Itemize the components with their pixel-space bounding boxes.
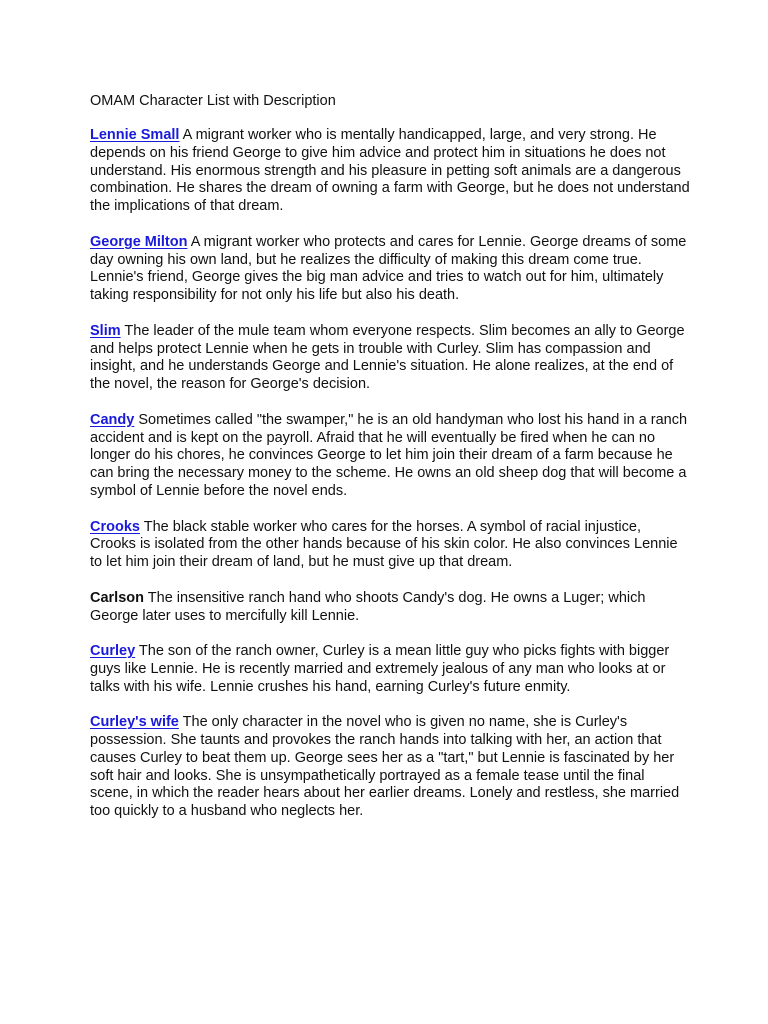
- character-entry-george-milton: [90, 234, 690, 305]
- character-link-slim[interactable]: Slim: [90, 322, 121, 339]
- character-description-carlson: The insensitive ranch hand who shoots Candy's dog. He owns a Luger; which George later uses to mercifully kill Lennie.: [90, 589, 646, 624]
- character-link-curley[interactable]: Curley: [90, 643, 136, 660]
- character-link-candy[interactable]: Candy: [90, 411, 135, 428]
- character-name-carlson: Carlson: [90, 589, 144, 606]
- character-description-curley: The son of the ranch owner, Curley is a mean little guy who picks fights with bigger guys like Lennie. He is recently married and extremely jealous of any man who looks at or talks with his wife. Lennie crushes his hand, earning Curley's future enmity.: [90, 643, 670, 695]
- document-page: [90, 92, 690, 839]
- character-description-curleys-wife: The only character in the novel who is given no name, she is Curley's possession. She taunts and provokes the ranch hands into talking with her, an action that causes Curley to beat them up. George sees her as a "tart," but Lennie is fascinated by her soft hair and looks. She is unsympathetically portrayed as a female tease until the final scene, in which the reader hears about her earlier dreams. Lonely and restless, she married too quickly to a husband who neglects her.: [90, 714, 680, 820]
- character-entry-carlson: [90, 590, 690, 626]
- character-entry-curleys-wife: [90, 714, 690, 821]
- character-entry-curley: [90, 643, 690, 696]
- character-description-crooks: The black stable worker who cares for the horses. A symbol of racial injustice, Crooks is isolated from the other hands because of his skin color. He also convinces Lennie to let him join their dream of land, but he must give up that dream.: [90, 518, 678, 571]
- character-entry-candy: [90, 412, 690, 501]
- character-description-george-milton: A migrant worker who protects and cares for Lennie. George dreams of some day owning his own land, but he realizes the difficulty of making this dream come true. Lennie's friend, George gives the big man advice and tries to watch out for him, ultimately taking responsibility for not only his life but also his death.: [90, 233, 687, 304]
- character-description-slim: The leader of the mule team whom everyone respects. Slim becomes an ally to George and helps protect Lennie when he gets in trouble with Curley. Slim has compassion and insight, and he understands George and Lennie's situation. He alone realizes, at the end of the novel, the reason for George's decision.: [90, 322, 685, 393]
- character-link-george-milton[interactable]: George Milton: [90, 233, 188, 250]
- character-entry-lennie-small: [90, 127, 690, 216]
- character-description-lennie-small: A migrant worker who is mentally handicapped, large, and very strong. He depends on his friend George to give him advice and protect him in situations he does not understand. His enormous strength and his pleasure in petting soft animals are a dangerous combination. He shares the dream of owning a farm with George, but he does not understand the implications of that dream.: [90, 127, 690, 215]
- character-description-candy: Sometimes called "the swamper," he is an old handyman who lost his hand in a ranch accident and is kept on the payroll. Afraid that he will eventually be fired when he can no longer do his chores, he convinces George to let him join their dream of a farm because he can bring the necessary money to the scheme. He owns an old sheep dog that will become a symbol of Lennie before the novel ends.: [90, 411, 688, 499]
- character-entry-crooks: [90, 519, 690, 572]
- document-title: OMAM Character List with Description: [90, 93, 336, 109]
- character-link-crooks[interactable]: Crooks: [90, 518, 140, 535]
- character-entry-slim: [90, 323, 690, 394]
- character-link-curleys-wife[interactable]: Curley's wife: [90, 714, 179, 731]
- character-link-lennie-small[interactable]: Lennie Small: [90, 127, 180, 143]
